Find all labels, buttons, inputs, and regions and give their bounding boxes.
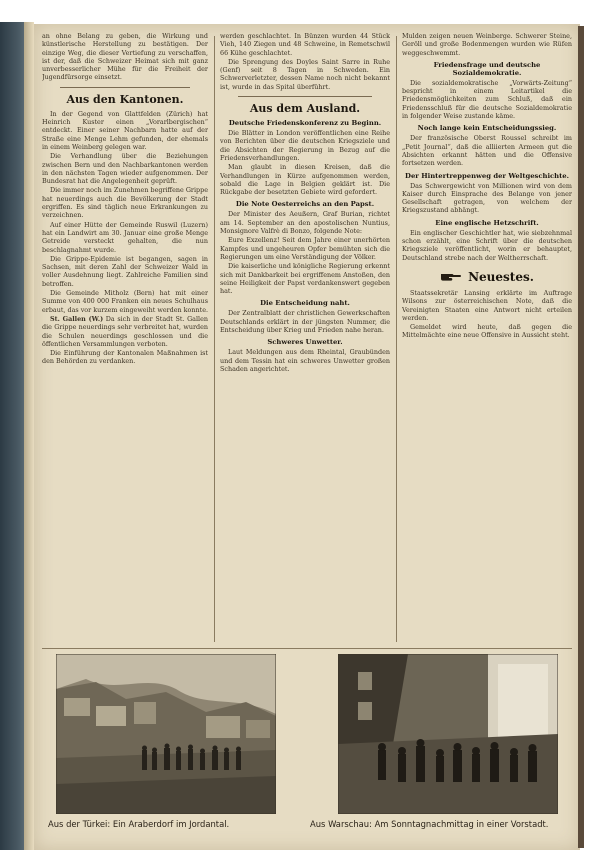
- article-paragraph: Die Gemeinde Mitholz (Bern) hat mit einer Summe von 400 000 Franken ein neues Schulhaus erbaut, das vor kurzem eingeweiht werden konnte.: [42, 289, 208, 314]
- neuestes-header: [402, 270, 572, 284]
- article-paragraph: Gemeldet wird heute, daß gegen die Mittelmächte eine neue Offensive in Aussicht steht.: [402, 323, 572, 340]
- subheading: Friedensfrage und deutsche Sozialdemokratie.: [433, 60, 541, 77]
- article-paragraph: Die sozialdemokratische „Vorwärts-Zeitung“ bespricht in einem Leitartikel die Friedensmöglichkeiten zum Schluß, daß ein Friedensschluß für die deutsche Sozialdemokratie in folgender Weise zustande käme.: [402, 78, 572, 121]
- article-paragraph: Die Verhandlung über die Beziehungen zwischen Bern und den Nachbarkantonen werden in den nächsten Tagen wieder aufgenommen. Der Bundesrat hat die Angelegenheit geprüft.: [42, 152, 208, 186]
- heading-aus-den-kantonen: Aus den Kantonen.: [66, 92, 184, 106]
- article-paragraph: Die Einführung der Kantonalen Maßnahmen ist den Behörden zu verdanken.: [42, 349, 208, 366]
- article-paragraph: [42, 315, 208, 348]
- subheading: Eine englische Hetzschrift.: [435, 218, 539, 227]
- col3-intro: Mulden zeigen neuen Weinberge. Schwerer Steine, Geröll und große Bodenmengen wurden wie Rüfen weggeschwemmt.: [402, 32, 572, 57]
- article-paragraph: Man glaubt in diesen Kreisen, daß die Verhandlungen in Kürze aufgenommen werden, sobald die Lage in Belgien geklärt ist. Die Rückgabe der besetzten Gebiete wird gefordert.: [220, 163, 390, 197]
- subheading: Der Hintertreppenweg der Weltgeschichte.: [405, 171, 569, 180]
- col1-intro: an ohne Belang zu geben, die Wirkung und künstlerische Herstellung zu bestätigen. Der einzige Weg, die dieser Vertiefung zu verschaffen, ist der, daß die Schweizer Heimat sich mit ganz unverbesserlicher Mühe für die Freiheit der Jugendfürsorge einsetzt.: [42, 32, 208, 82]
- article-paragraph: In der Gegend von Glattfelden (Zürich) hat Heinrich Kuster einen „Vorarlbergischen“ entdeckt. Einer seiner Nachbarn hatte auf der Straße eine Menge Lehm gefunden, der ehemals in einem Weinberg gelegen war.: [42, 109, 208, 151]
- article-paragraph: Auf einer Hütte der Gemeinde Ruswil (Luzern) hat ein Landwirt am 30. Januar eine große Menge Getreide versteckt gehalten, die nun beschlagnahmt wurde.: [42, 220, 208, 254]
- subheading: Noch lange kein Entscheidungssieg.: [417, 124, 557, 133]
- column-2: [220, 32, 390, 644]
- caption-right: Aus Warschau: Am Sonntagnachmittag in einer Vorstadt.: [310, 819, 549, 829]
- article-paragraph: Laut Meldungen aus dem Rheintal, Graubünden und dem Tessin hat ein schweres Unwetter großen Schaden angerichtet.: [220, 348, 390, 373]
- photo-divider: [42, 648, 572, 649]
- article-paragraph: Die Grippe-Epidemie ist begangen, sagen in Sachsen, mit deren Zahl der Schweizer Wald in voller Ausdehnung liegt. Zahlreiche Familien sind betroffen.: [42, 254, 208, 288]
- newspaper-page: [34, 24, 580, 850]
- article-paragraph: Das Schwergewicht von Millionen wird von dem Kaiser durch Einsprache des Belange von jener Gesellschaft getragen, von welchem der Kriegszustand abhängt.: [402, 181, 572, 215]
- subheading: Deutsche Friedenskonferenz zu Beginn.: [228, 119, 382, 128]
- subheading: Die Note Oesterreichs an den Papst.: [235, 200, 375, 209]
- column-3: [402, 32, 572, 644]
- subheading: Schweres Unwetter.: [267, 338, 343, 347]
- column-rule: [396, 36, 397, 642]
- photo-warsaw-suburb: [338, 654, 558, 814]
- heading-neuestes: Neuestes.: [468, 269, 534, 284]
- article-paragraph: Staatssekretär Lansing erklärte im Auftrage Wilsons zur österreichischen Note, daß die Vereinigten Staaten eine Antwort nicht erteilen werden.: [402, 288, 572, 322]
- article-paragraph: Der Minister des Aeußern, Graf Burian, richtet am 14. September an den apostolischen Nuntius, Monsignore Valfrè di Bonzo, folgende Note:: [220, 210, 390, 236]
- article-paragraph: Die Sprengung des Doyles Saint Sarre in Ruhe (Genf) seit 8 Tagen in Schweden. Ein Schwerverletzter, dessen Name noch nicht bekannt ist, wurde in das Spital überführt.: [220, 57, 390, 91]
- page-edge: [578, 26, 584, 848]
- caption-left: Aus der Türkei: Ein Araberdorf im Jordantal.: [48, 819, 230, 829]
- article-paragraph: Ein englischer Geschichtler hat, wie siebzehnmal schon erzählt, eine Schrift über die deutschen Kriegsziele veröffentlicht, worin er behauptet, Deutschland strebe nach der Weltherrschaft.: [402, 228, 572, 262]
- column-rule: [214, 36, 215, 642]
- section-divider: [60, 87, 190, 88]
- article-paragraph: Die Blätter in London veröffentlichen eine Reihe von Berichten über die deutschen Kriegsziele und die Absichten der Regierung in Bezug auf die Friedensverhandlungen.: [220, 129, 390, 162]
- photo-arab-village: [56, 654, 276, 814]
- article-paragraph: Die kaiserliche und königliche Regierung erkennt sich mit Dankbarkeit bei ergriffenem Anstoßen, den seine Heiligkeit der Papst verdankenswert gegeben hat.: [220, 262, 390, 296]
- pointing-hand-icon: [440, 271, 462, 282]
- heading-aus-dem-ausland: Aus dem Ausland.: [249, 102, 361, 116]
- article-paragraph: Der Zentralblatt der christlichen Gewerkschaften Deutschlands erklärt in der jüngsten Nummer, die Entscheidung über Krieg und Frieden nahe heran.: [220, 309, 390, 335]
- column-1: [42, 32, 208, 644]
- article-text: Da sich in der Stadt St. Gallen die Grippe neuerdings sehr verbreitet hat, wurden die Schulen neuerdings geschlossen und die öffentlichen Versammlungen verboten.: [42, 314, 208, 348]
- article-paragraph: Die immer noch im Zunehmen begriffene Grippe hat neuerdings auch die Bevölkerung der Stadt ergriffen. Es sind täglich neue Erkrankungen zu verzeichnen.: [42, 186, 208, 220]
- subheading: Die Entscheidung naht.: [260, 299, 350, 308]
- book-binding: [0, 22, 34, 850]
- photo-section: [42, 648, 572, 829]
- article-paragraph: Der französische Oberst Roussel schreibt im „Petit Journal“, daß die alliierten Armeen gut die Absichten erkannt hätten und die Offensive fortsetzen werden.: [402, 134, 572, 168]
- article-paragraph: Eure Exzellenz! Seit dem Jahre einer unerhörten Kampfes und ungeheuren Opfer bemühten sich die Regierungen um eine Verständigung der Völker.: [220, 236, 390, 261]
- col2-intro: werden geschlachtet. In Bünzen wurden 44 Stück Vieh, 140 Ziegen und 48 Schweine, in Remetschwil 66 Kühe geschlachtet.: [220, 32, 390, 57]
- section-divider: [238, 96, 372, 97]
- dateline: St. Gallen (W.): [50, 314, 104, 323]
